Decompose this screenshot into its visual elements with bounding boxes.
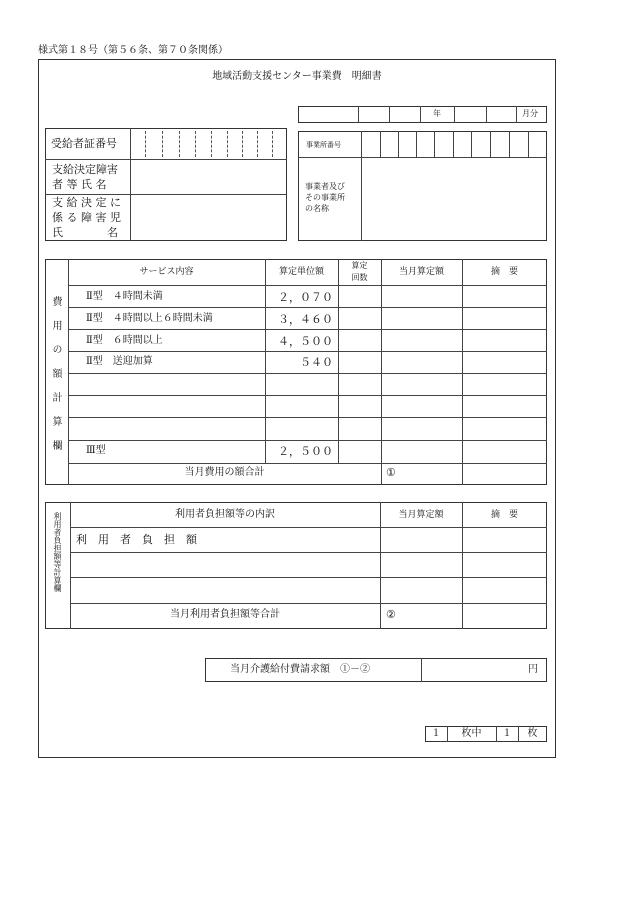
burden-total-label: 当月利用者負担額等合計 [170,609,280,620]
cost-total-marker: ① [386,466,396,479]
burden-header: 利用者負担額等の内訳 [175,509,275,520]
page-current: １ [431,728,441,739]
burden-col-amount: 当月算定額 [398,510,444,520]
claim-unit: 円 [528,664,538,675]
child-label-2: 係 る 障 害 児 [52,211,121,224]
page-of-label: 枚中 [461,728,482,739]
facility-number-label: 事業所番号 [306,141,341,149]
burden-row-1: 利 用 者 負 担 額 [76,533,197,546]
child-label-3: 氏 名 [52,226,118,239]
burden-side-label: 利用者負担額等計算欄 [53,512,62,592]
page-total: １ [502,728,512,739]
service-row-8: Ⅲ型 [86,445,106,456]
cost-side-label: 費用の額計算欄 [50,296,61,464]
col-monthly: 当月算定額 [398,267,444,277]
unit-row-1: ２，０７０ [278,291,333,304]
cert-number-label: 受給者証番号 [51,137,117,150]
burden-col-notes: 摘 要 [490,510,518,520]
cost-total-label: 当月費用の額合計 [184,467,265,478]
month-label: 月分 [522,109,538,118]
guardian-label-2: 者 等 氏 名 [52,178,107,191]
page-title: 地域活動支援センター事業費 明細書 [212,71,382,82]
service-row-3: Ⅱ型 ６時間以上 [86,335,163,346]
service-row-4: Ⅱ型 送迎加算 [86,356,153,367]
page-sheet-label: 枚 [527,728,538,739]
facility-name-label-3: の名称 [305,204,329,213]
col-unit: 算定単位額 [278,267,324,277]
guardian-label-1: 支給決定障害 [52,163,118,176]
claim-label: 当月介護給付費請求額 ①－② [230,664,370,675]
form-label: 様式第１８号（第５６条、第７０条関係） [38,45,228,56]
facility-name-label-1: 事業者及び [305,182,345,191]
col-service: サービス内容 [139,267,194,277]
year-label: 年 [433,109,441,118]
service-row-2: Ⅱ型 ４時間以上６時間未満 [86,313,213,324]
child-label-1: 支 給 決 定 に [52,196,121,209]
col-notes: 摘 要 [490,267,518,277]
unit-row-4: ５４０ [300,356,333,369]
unit-row-3: ４，５００ [278,335,333,348]
facility-name-label-2: その事業所 [305,193,345,202]
burden-total-marker: ② [386,608,396,621]
unit-row-2: ３，４６０ [278,313,333,326]
year-month-box [298,106,547,123]
col-count-2: 回数 [351,273,368,282]
service-row-1: Ⅱ型 ４時間未満 [86,291,163,302]
col-count-1: 算定 [351,261,368,270]
unit-row-8: ２，５００ [278,445,333,458]
